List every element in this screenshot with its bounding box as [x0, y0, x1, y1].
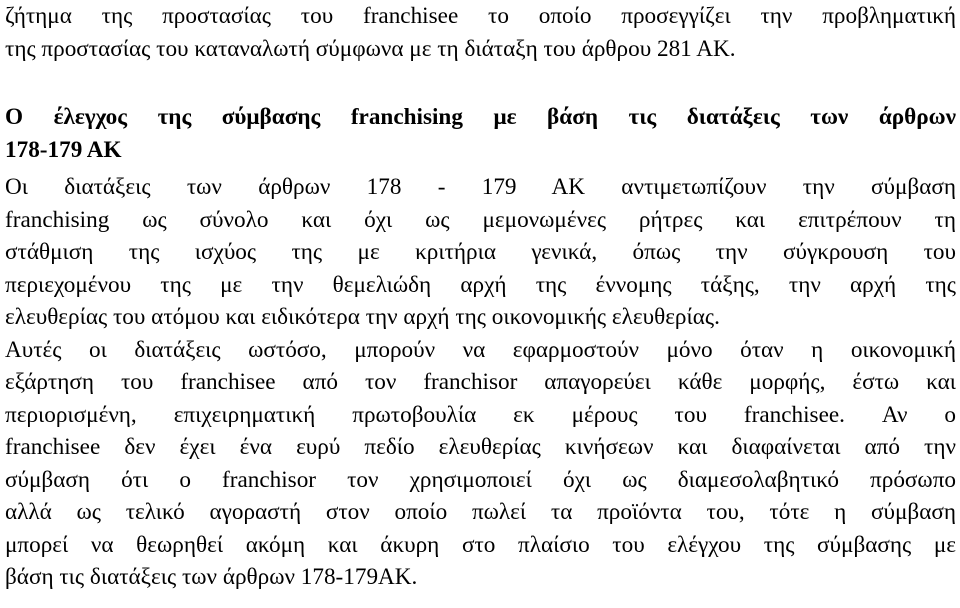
- text-line: franchisee δεν έχει ένα ευρύ πεδίο ελευθερίας κινήσεων και διαφαίνεται από την: [5, 434, 956, 460]
- text-line: στάθμιση της ισχύος της με κριτήρια γενικά, όπως την σύγκρουση του: [5, 239, 956, 265]
- text-line: της προστασίας του καταναλωτή σύμφωνα με τη διάταξη του άρθρου 281 ΑΚ.: [5, 35, 736, 62]
- text-line: franchising ως σύνολο και όχι ως μεμονωμένες ρήτρες και επιτρέπουν τη: [5, 206, 956, 233]
- section-heading: [5, 101, 956, 166]
- heading-line: Ο έλεγχος της σύμβασης franchising με βάση τις διατάξεις των άρθρων: [5, 104, 956, 130]
- document-page: [5, 0, 956, 594]
- heading-line: 178-179 ΑΚ: [5, 136, 122, 163]
- text-line: Οι διατάξεις των άρθρων 178 - 179 ΑΚ αντιμετωπίζουν την σύμβαση: [5, 174, 956, 200]
- text-line: Αυτές οι διατάξεις ωστόσο, μπορούν να εφαρμοστούν μόνο όταν η οικονομική: [5, 336, 956, 363]
- section-body: [5, 171, 956, 594]
- text-line: περιεχομένου της με την θεμελιώδη αρχή της έννομης τάξης, την αρχή της: [5, 271, 956, 298]
- text-line: αλλά ως τελικό αγοραστή στον οποίο πωλεί τα προϊόντα του, τότε η σύμβαση: [5, 499, 956, 525]
- intro-paragraph: [5, 0, 956, 65]
- text-line: σύμβαση ότι ο franchisor τον χρησιμοποιεί όχι ως διαμεσολαβητικό πρόσωπο: [5, 466, 956, 493]
- text-line: ελευθερίας του ατόμου και ειδικότερα την αρχή της οικονομικής ελευθερίας.: [5, 304, 720, 330]
- text-line: ζήτημα της προστασίας του franchisee το οποίο προσεγγίζει την προβληματική: [5, 3, 956, 29]
- text-line: βάση τις διατάξεις των άρθρων 178-179ΑΚ.: [5, 564, 418, 590]
- text-line: μπορεί να θεωρηθεί ακόμη και άκυρη στο πλαίσιο του ελέγχου της σύμβασης με: [5, 531, 956, 558]
- text-line: εξάρτηση του franchisee από τον franchisor απαγορεύει κάθε μορφής, έστω και: [5, 369, 956, 395]
- paragraph-gap: [5, 65, 956, 101]
- text-line: περιορισμένη, επιχειρηματική πρωτοβουλία εκ μέρους του franchisee. Αν ο: [5, 401, 956, 428]
